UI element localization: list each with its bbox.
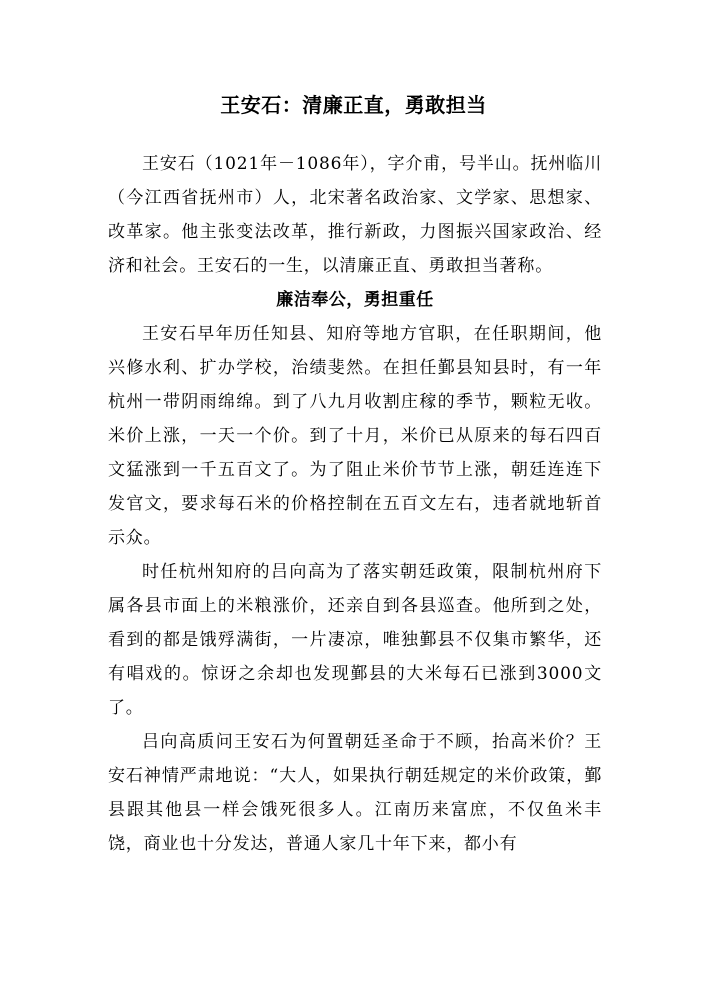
body-paragraph-3: 吕向高质问王安石为何置朝廷圣命于不顾，抬高米价？王安石神情严肃地说：“大人，如果执行朝廷规定的米价政策，鄞县跟其他县一样会饿死很多人。江南历来富庶，不仅鱼米丰饶，商业也十分发达，普通人家几十年下来，都小有 bbox=[108, 732, 602, 854]
document-title: 王安石：清廉正直，勇敢担当 bbox=[220, 93, 487, 117]
document-body bbox=[108, 147, 602, 861]
section-heading: 廉洁奉公，勇担重任 bbox=[276, 290, 434, 310]
body-paragraph-2: 时任杭州知府的吕向高为了落实朝廷政策，限制杭州府下属各县市面上的米粮涨价，还亲自到各县巡查。他所到之处，看到的都是饿殍满街，一片凄凉，唯独鄞县不仅集市繁华，还有唱戏的。惊讶之余却也发现鄞县的大米每石已涨到3000文了。 bbox=[108, 562, 602, 718]
body-paragraph-1: 王安石早年历任知县、知府等地方官职，在任职期间，他兴修水利、扩办学校，治绩斐然。在担任鄞县知县时，有一年杭州一带阴雨绵绵。到了八九月收割庄稼的季节，颗粒无收。米价上涨，一天一个价。到了十月，米价已从原来的每石四百文猛涨到一千五百文了。为了阻止米价节节上涨，朝廷连连下发官文，要求每石米的价格控制在五百文左右，违者就地斩首示众。 bbox=[108, 324, 602, 548]
intro-paragraph: 王安石（1021年－1086年），字介甫，号半山。抚州临川（今江西省抚州市）人，北宋著名政治家、文学家、思想家、改革家。他主张变法改革，推行新政，力图振兴国家政治、经济和社会。王安石的一生，以清廉正直、勇敢担当著称。 bbox=[108, 154, 602, 276]
